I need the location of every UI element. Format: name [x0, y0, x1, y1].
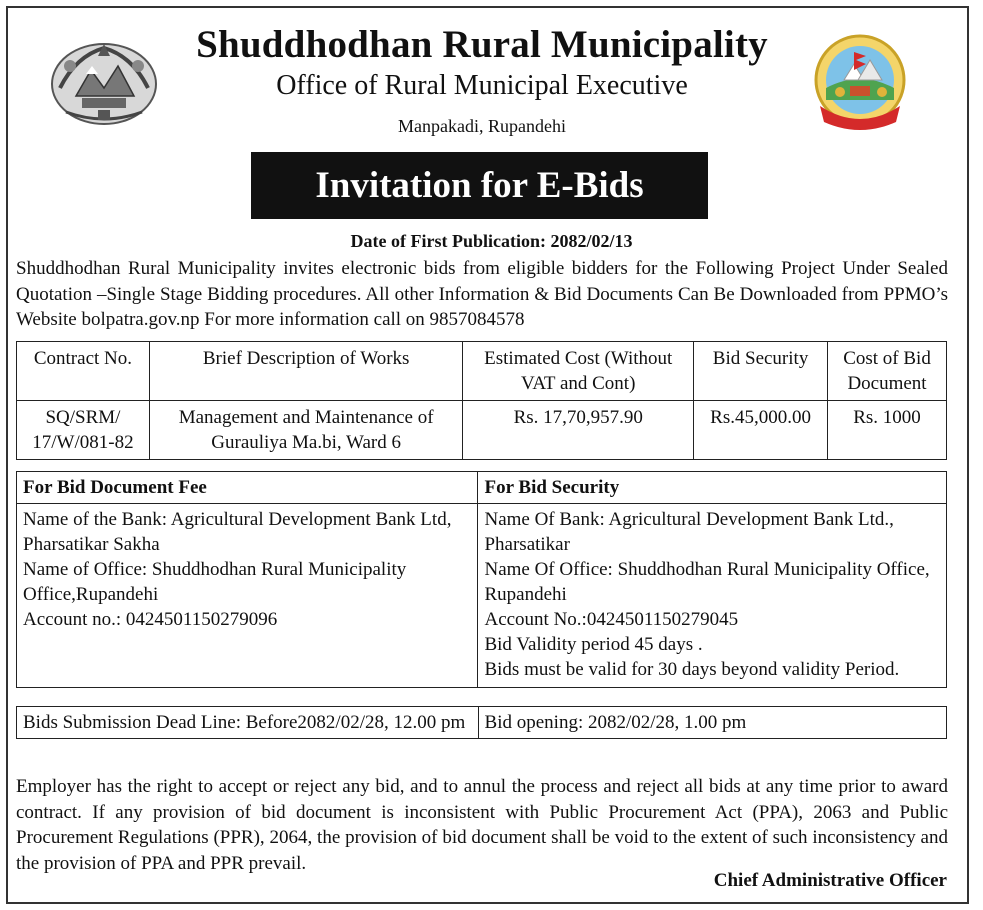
contract-table-header: [17, 342, 947, 401]
terms-paragraph: Employer has the right to accept or reject any bid, and to annul the process and reject all bids at any time prior to award contract. If any provision of bid document is inconsistent with Public Procurement Act (PPA), 2063 and Public Procurement Regulations (PPR), 2064, the provision of bid document shall be void to the extent of such inconsistency and the provision of PPA and PPR prevail.: [16, 776, 948, 874]
cell-estimated-cost: Rs. 17,70,957.90: [463, 401, 694, 460]
bid-document-fee-header: For Bid Document Fee: [17, 472, 478, 504]
contract-table: [16, 341, 947, 460]
municipality-title: Shuddhodhan Rural Municipality: [196, 23, 768, 66]
cell-bid-security: Rs.45,000.00: [694, 401, 828, 460]
cell-cost-of-document: Rs. 1000: [828, 401, 947, 460]
bid-opening: Bid opening: 2082/02/28, 1.00 pm: [478, 707, 946, 739]
publication-date: Date of First Publication: 2082/02/13: [350, 231, 633, 251]
bid-validity-extension: Bids must be valid for 30 days beyond validity Period.: [484, 659, 900, 680]
fee-account-no: Account no.: 0424501150279096: [23, 609, 278, 630]
bid-security-header: For Bid Security: [478, 472, 947, 504]
invitation-banner: Invitation for E-Bids: [251, 152, 708, 219]
office-subtitle: Office of Rural Municipal Executive: [276, 70, 688, 101]
bank-details-table: [16, 471, 947, 688]
header-estimated-cost: Estimated Cost (Without VAT and Cont): [463, 342, 694, 401]
fee-office-name: Name of Office: Shuddhodhan Rural Municipality Office,Rupandehi: [23, 559, 407, 605]
header-bid-security: Bid Security: [694, 342, 828, 401]
bid-document-fee-details: [17, 504, 478, 688]
address: Manpakadi, Rupandehi: [398, 116, 566, 136]
cell-description: Management and Maintenance of Gurauliya Ma.bi, Ward 6: [149, 401, 463, 460]
cell-contract-no: SQ/SRM/ 17/W/081-82: [17, 401, 150, 460]
deadline-table: [16, 706, 947, 739]
signature-title: Chief Administrative Officer: [713, 870, 947, 891]
header-contract-no: Contract No.: [17, 342, 150, 401]
bid-security-details: [478, 504, 947, 688]
submission-deadline: Bids Submission Dead Line: Before2082/02/28, 12.00 pm: [17, 707, 479, 739]
security-office-name: Name Of Office: Shuddhodhan Rural Municipality Office, Rupandehi: [484, 559, 930, 605]
security-bank-name: Name Of Bank: Agricultural Development Bank Ltd., Pharsatikar: [484, 509, 894, 555]
header-description: Brief Description of Works: [149, 342, 463, 401]
fee-bank-name: Name of the Bank: Agricultural Development Bank Ltd, Pharsatikar Sakha: [23, 509, 452, 555]
bid-validity: Bid Validity period 45 days .: [484, 634, 703, 655]
municipality-logo-icon: [810, 30, 910, 134]
national-emblem-icon: [46, 26, 162, 130]
intro-paragraph: Shuddhodhan Rural Municipality invites electronic bids from eligible bidders for the Following Project Under Sealed Quotation –Single Stage Bidding procedures. All other Information & Bid Documents Can Be Downloaded from PPMO’s Website bolpatra.gov.np For more information call on 9857084578: [16, 258, 948, 330]
security-account-no: Account No.:0424501150279045: [484, 609, 739, 630]
header-cost-of-document: Cost of Bid Document: [828, 342, 947, 401]
table-row: [17, 401, 947, 460]
